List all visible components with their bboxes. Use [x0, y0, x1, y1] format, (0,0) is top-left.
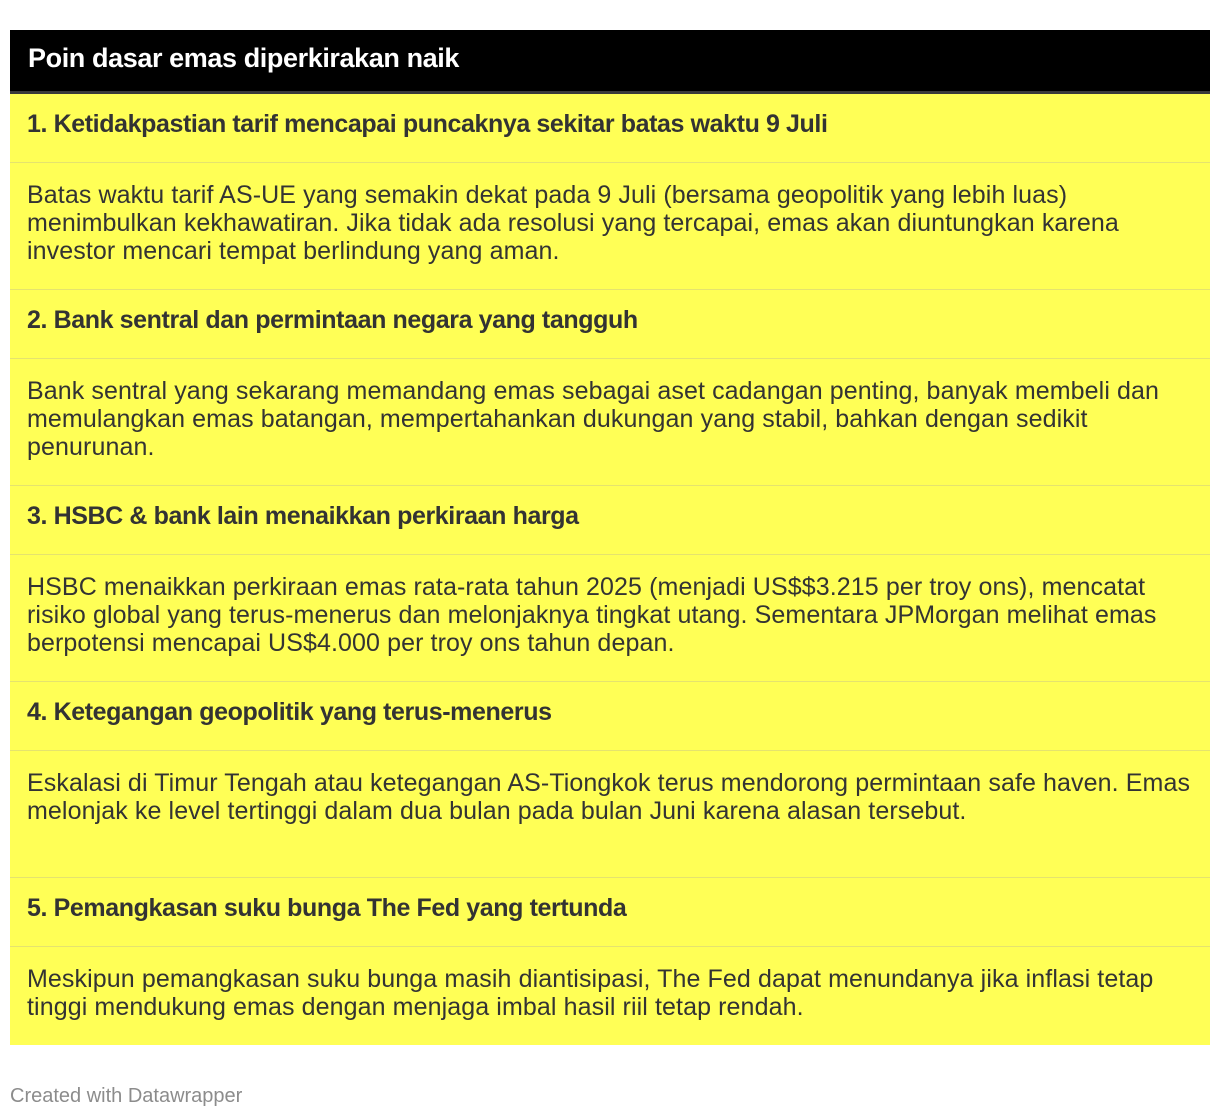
row-heading-3: 3. HSBC & bank lain menaikkan perkiraan harga — [10, 486, 1210, 555]
row-heading-1: 1. Ketidakpastian tarif mencapai puncaknya sekitar batas waktu 9 Juli — [10, 94, 1210, 163]
row-heading-4: 4. Ketegangan geopolitik yang terus-menerus — [10, 682, 1210, 751]
table-title: Poin dasar emas diperkirakan naik — [10, 30, 1210, 94]
row-text-2: Bank sentral yang sekarang memandang emas sebagai aset cadangan penting, banyak membeli dan memulangkan emas batangan, mempertahankan dukungan yang stabil, bahkan dengan sedikit penurunan. — [10, 359, 1210, 486]
row-text-4: Eskalasi di Timur Tengah atau ketegangan AS-Tiongkok terus mendorong permintaan safe haven. Emas melonjak ke level tertinggi dalam dua bulan pada bulan Juni karena alasan tersebut. — [10, 751, 1210, 878]
row-text-3: HSBC menaikkan perkiraan emas rata-rata tahun 2025 (menjadi US$$3.215 per troy ons), mencatat risiko global yang terus-menerus dan melonjaknya tingkat utang. Sementara JPMorgan melihat emas berpotensi mencapai US$4.000 per troy ons tahun depan. — [10, 555, 1210, 682]
row-text-1: Batas waktu tarif AS-UE yang semakin dekat pada 9 Juli (bersama geopolitik yang lebih luas) menimbulkan kekhawatiran. Jika tidak ada resolusi yang tercapai, emas akan diuntungkan karena investor mencari tempat berlindung yang aman. — [10, 163, 1210, 290]
datawrapper-credit-link[interactable]: Created with Datawrapper — [10, 1085, 243, 1107]
data-table — [10, 30, 1210, 1045]
row-heading-5: 5. Pemangkasan suku bunga The Fed yang tertunda — [10, 878, 1210, 947]
row-text-5: Meskipun pemangkasan suku bunga masih diantisipasi, The Fed dapat menundanya jika inflasi tetap tinggi mendukung emas dengan menjaga imbal hasil riil tetap rendah. — [10, 947, 1210, 1045]
row-heading-2: 2. Bank sentral dan permintaan negara yang tangguh — [10, 290, 1210, 359]
